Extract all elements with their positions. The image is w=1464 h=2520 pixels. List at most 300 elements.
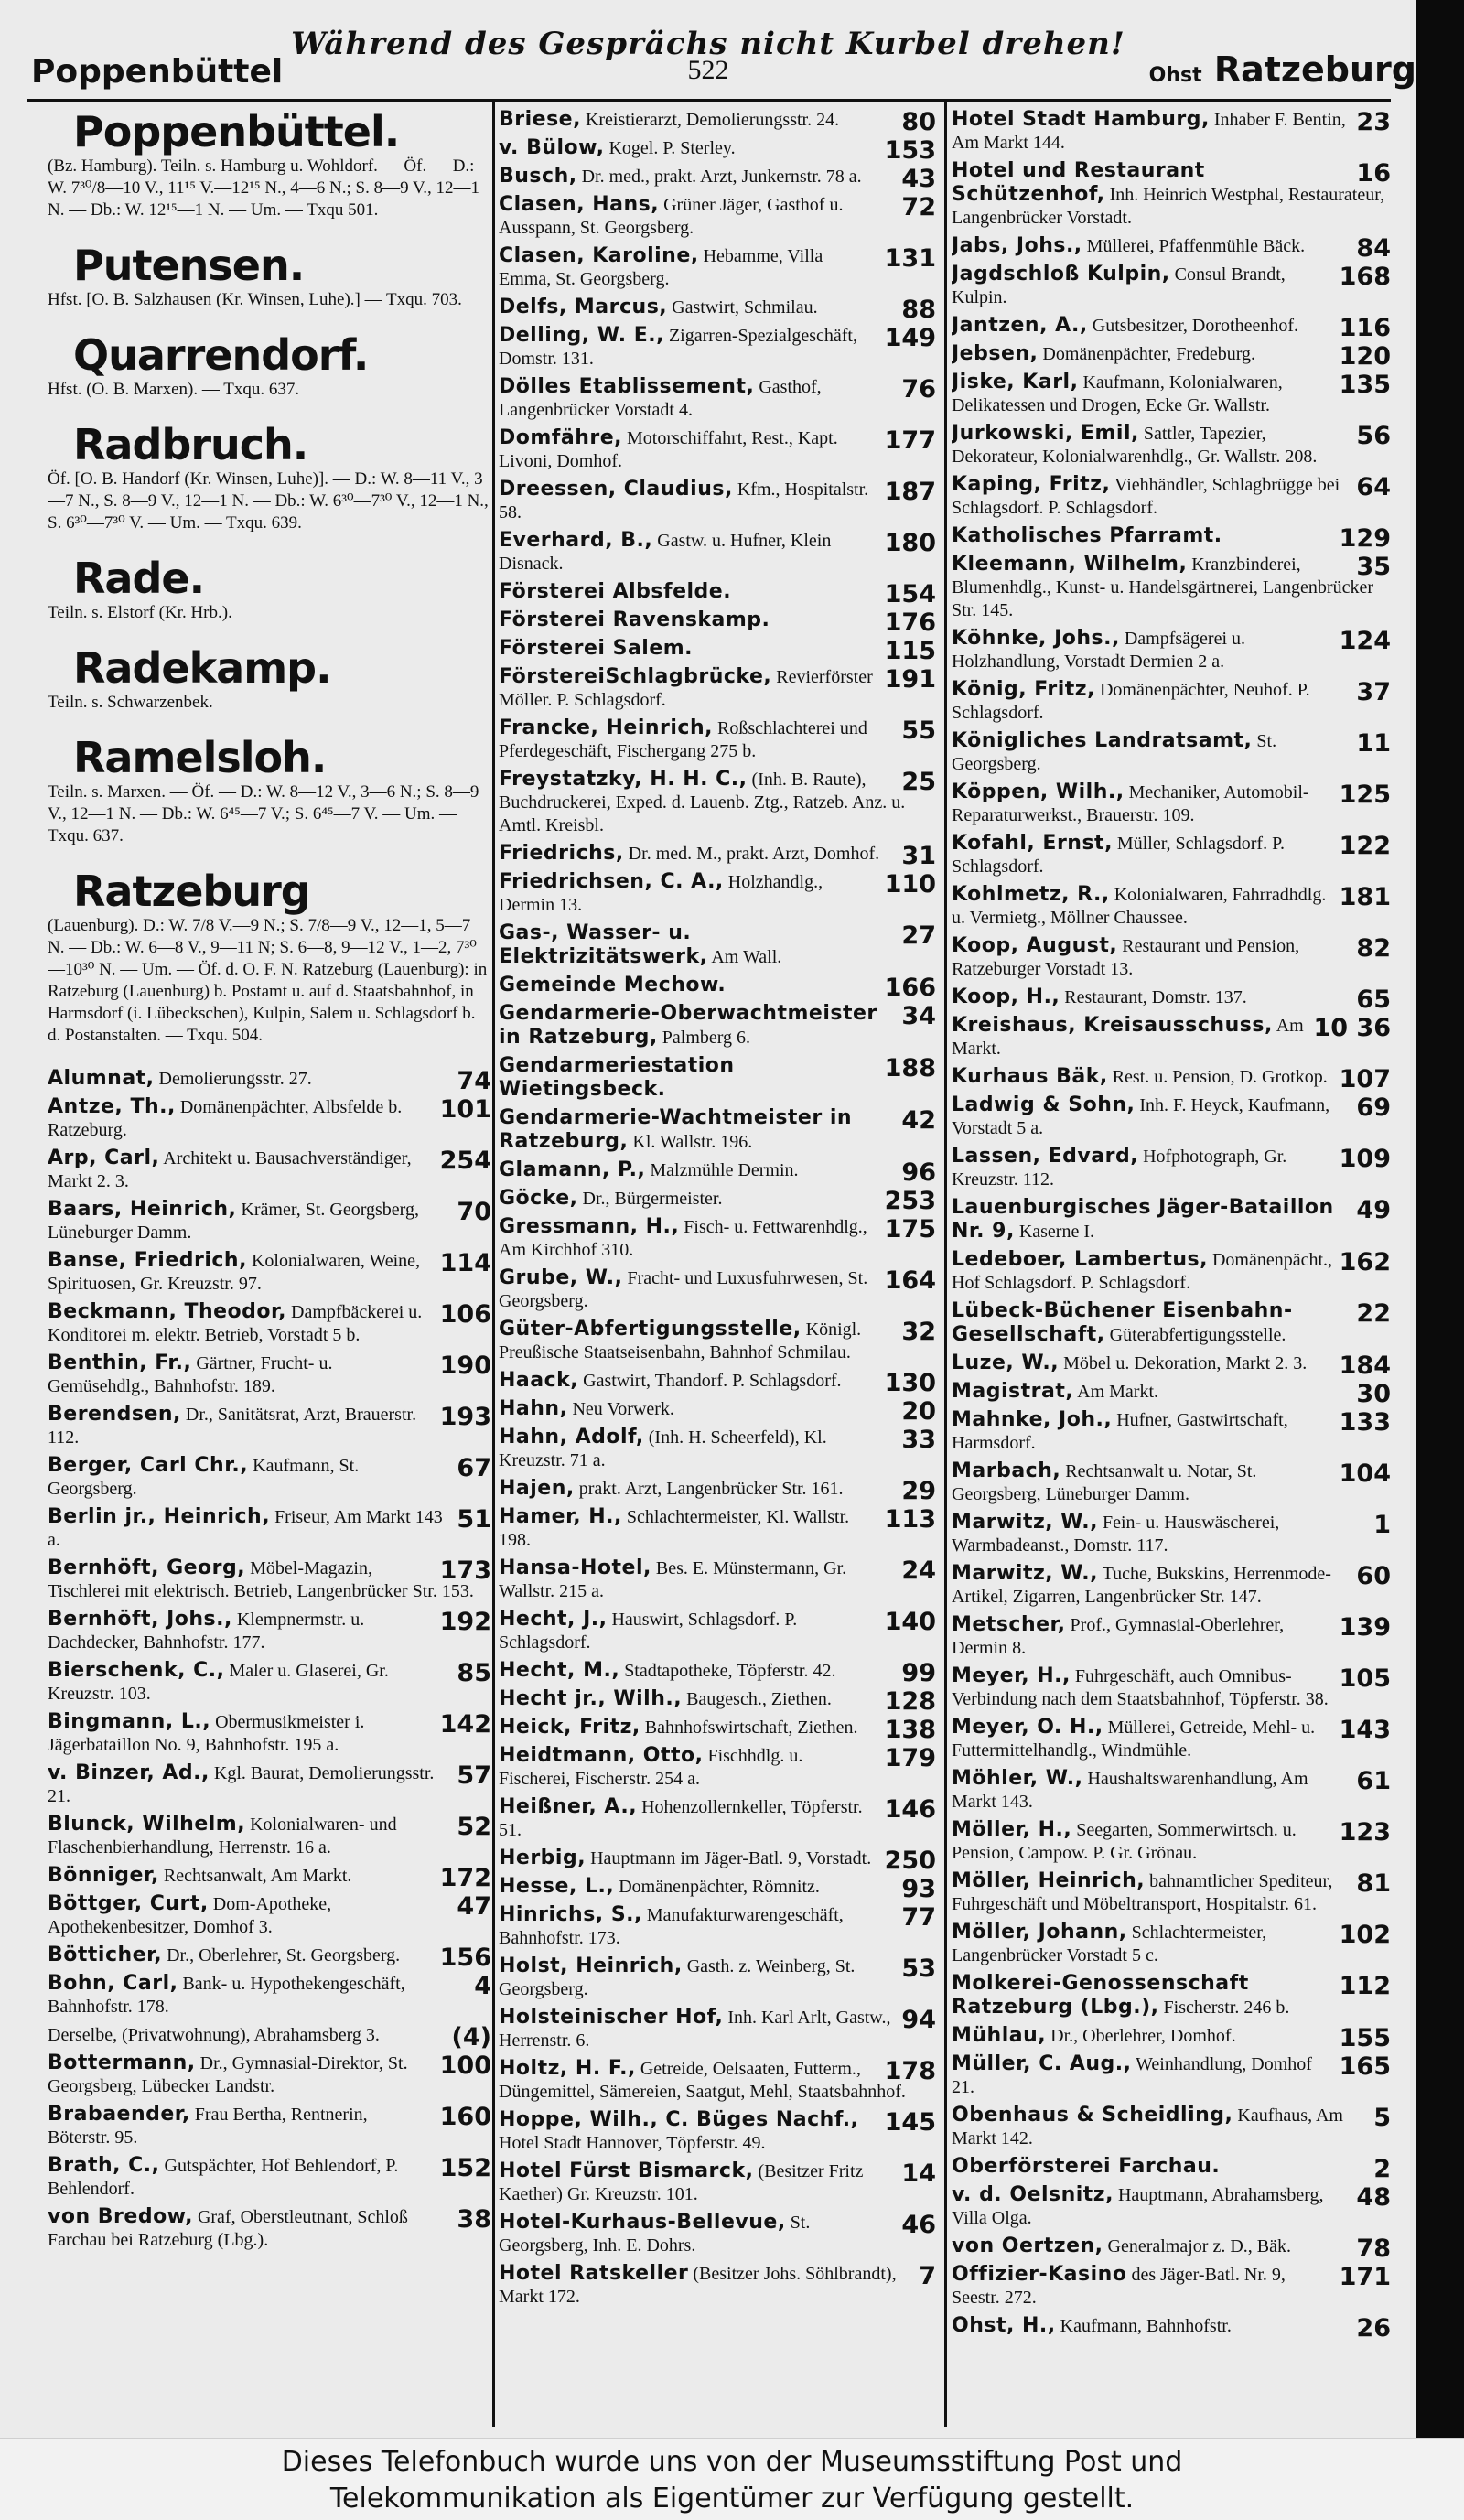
directory-entry <box>48 1300 491 1347</box>
subscriber-name: Möller, H., <box>952 1818 1072 1841</box>
phone-number: 191 <box>884 665 936 694</box>
subscriber-details: Krämer, St. Georgsberg, Lüneburger Damm. <box>48 1200 419 1243</box>
subscriber-details: Inhaber F. Bentin, Am Markt 144. <box>952 110 1346 153</box>
subscriber-details: Domänenpächter, Römnitz. <box>619 1877 820 1897</box>
subscriber-name: Glamann, P., <box>499 1158 646 1181</box>
directory-entry <box>499 716 936 763</box>
subscriber-name: Holtz, H. F., <box>499 2057 636 2080</box>
subscriber-name: v. Binzer, Ad., <box>48 1761 210 1784</box>
phone-number: 110 <box>884 870 936 899</box>
phone-number: 145 <box>884 2108 936 2137</box>
directory-entry <box>48 2205 491 2252</box>
place-list <box>48 108 491 1047</box>
phone-number: 47 <box>457 1892 491 1921</box>
subscriber-name: Jantzen, A., <box>952 314 1088 337</box>
phone-number: 116 <box>1339 314 1391 342</box>
directory-entry <box>499 296 936 324</box>
subscriber-name: Alumnat, <box>48 1067 155 1090</box>
phone-number: 171 <box>1339 2263 1391 2291</box>
subscriber-details: Kaufmann, Bahnhofstr. <box>1060 2316 1232 2336</box>
subscriber-details: Generalmajor z. D., Bäk. <box>1107 2236 1291 2256</box>
directory-entry <box>952 2235 1391 2263</box>
subscriber-name: Hahn, Adolf, <box>499 1426 644 1448</box>
place-block <box>48 555 491 624</box>
directory-entry <box>952 108 1391 155</box>
subscriber-details: Bank- u. Hypothekengeschäft, Bahnhofstr. 178. <box>48 1974 405 2017</box>
phone-number: 34 <box>901 1002 936 1030</box>
subscriber-name: Holsteinischer Hof, <box>499 2006 724 2029</box>
place-info: Teiln. s. Marxen. — Öf. — D.: W. 8—12 V., 3—6 N.; S. 8—9 V., 12—1 N. — Db.: W. 6⁴⁵—7 V.; S. 6⁴⁵—7 V. — Um. — Txqu. 637. <box>48 782 479 845</box>
phone-number: 81 <box>1356 1869 1391 1898</box>
subscriber-details: Palmberg 6. <box>662 1028 751 1048</box>
place-name: Radbruch. <box>73 420 308 469</box>
subscriber-details: Güterabfertigungsstelle. <box>1109 1325 1286 1345</box>
directory-entry <box>499 974 936 1002</box>
place-block <box>48 734 491 847</box>
directory-entry <box>499 1054 936 1102</box>
entry-list <box>499 108 936 2309</box>
subscriber-name: Beckmann, Theodor, <box>48 1300 287 1323</box>
directory-entry <box>48 1972 491 2019</box>
subscriber-name: Meyer, O. H., <box>952 1716 1103 1739</box>
column-3 <box>952 108 1391 2427</box>
subscriber-details: Dr., Sanitätsrat, Arzt, Brauerstr. 112. <box>48 1405 417 1448</box>
subscriber-details: Haushaltswarenhandlung, Am Markt 143. <box>952 1769 1308 1812</box>
phone-number: 46 <box>901 2211 936 2239</box>
subscriber-details: Kreistierarzt, Demolierungsstr. 24. <box>585 110 840 130</box>
directory-entry <box>499 324 936 371</box>
subscriber-name: Försterei Salem. <box>499 637 694 660</box>
subscriber-name: Herbig, <box>499 1847 587 1869</box>
directory-entry <box>499 1847 936 1875</box>
subscriber-details: Klempnermstr. u. Dachdecker, Bahnhofstr. 177. <box>48 1610 365 1653</box>
phone-number: 57 <box>457 1761 491 1790</box>
directory-entry <box>499 1477 936 1505</box>
phone-number: 23 <box>1356 108 1391 136</box>
phone-number: 131 <box>884 244 936 273</box>
subscriber-name: Berlin jr., Heinrich, <box>48 1505 271 1528</box>
phone-number: 94 <box>901 2006 936 2034</box>
subscriber-details: Möbel-Magazin, Tischlerei mit elektrisch. Betrieb, Langenbrücker Str. 153. <box>48 1558 474 1601</box>
place-block <box>48 108 491 221</box>
subscriber-name: Hotel Fürst Bismarck, <box>499 2159 754 2182</box>
place-block <box>48 644 491 714</box>
phone-number: 115 <box>884 637 936 665</box>
subscriber-details: Müllerei, Getreide, Mehl- u. Futtermittelhandlg., Windmühle. <box>952 1718 1316 1761</box>
subscriber-details: Hauptmann im Jäger-Batl. 9, Vorstadt. <box>590 1848 872 1868</box>
directory-entry <box>952 627 1391 673</box>
subscriber-details: Revierförster Möller. P. Schlagsdorf. <box>499 667 873 710</box>
phone-number: 254 <box>439 1147 491 1175</box>
subscriber-details: Dr. med. M., prakt. Arzt, Domhof. <box>628 844 880 864</box>
phone-number: 179 <box>884 1744 936 1772</box>
subscriber-details: Rechtsanwalt u. Notar, St. Georgsberg, Lüneburger Damm. <box>952 1461 1257 1504</box>
subscriber-name: Koop, August, <box>952 934 1118 957</box>
phone-number: 20 <box>901 1397 936 1426</box>
subscriber-details: Domänenpächt., Hof Schlagsdorf. P. Schlagsdorf. <box>952 1250 1333 1293</box>
subscriber-name: Hecht jr., Wilh., <box>499 1687 683 1710</box>
subscriber-name: Jagdschloß Kulpin, <box>952 263 1170 285</box>
subscriber-name: Hotel und Restaurant Schützenhof, <box>952 159 1205 206</box>
subscriber-name: Jebsen, <box>952 342 1039 365</box>
subscriber-name: Francke, Heinrich, <box>499 716 713 739</box>
subscriber-name: Hamer, H., <box>499 1505 622 1528</box>
subscriber-name: Bönniger, <box>48 1864 159 1887</box>
subscriber-details: Gärtner, Frucht- u. Gemüsehdlg., Bahnhofstr. 189. <box>48 1353 333 1396</box>
directory-entry <box>48 1067 491 1095</box>
directory-entry <box>499 665 936 712</box>
phone-number: 10 36 <box>1313 1014 1391 1042</box>
subscriber-details: Hofphotograph, Gr. Kreuzstr. 112. <box>952 1147 1287 1190</box>
subscriber-name: Gas-, Wasser- u. Elektrizitätswerk, <box>499 921 708 968</box>
directory-entry <box>499 136 936 165</box>
directory-entry <box>952 553 1391 622</box>
subscriber-name: Dölles Etablissement, <box>499 375 755 398</box>
footer-notice <box>0 2438 1464 2520</box>
subscriber-details: Restaurant und Pension, Ratzeburger Vorstadt 13. <box>952 936 1300 979</box>
subscriber-details: des Jäger-Batl. Nr. 9, Seestr. 272. <box>952 2265 1286 2308</box>
subscriber-name: Möller, Johann, <box>952 1921 1127 1944</box>
subscriber-details: Domänenpächter, Albsfelde b. Ratzeburg. <box>48 1097 403 1140</box>
subscriber-details: Inh. Heinrich Westphal, Restaurateur, Langenbrücker Vorstadt. <box>952 185 1385 228</box>
subscriber-name: Hajen, <box>499 1477 575 1500</box>
phone-number: 51 <box>457 1505 491 1534</box>
column-divider <box>944 102 947 2427</box>
directory-entry <box>499 1716 936 1744</box>
phone-number: 5 <box>1373 2104 1391 2132</box>
subscriber-details: Gasthof, Langenbrücker Vorstadt 4. <box>499 377 822 420</box>
directory-entry <box>952 2104 1391 2150</box>
subscriber-details: Dampfbäckerei u. Konditorei m. elektr. Betrieb, Vorstadt 5 b. <box>48 1302 423 1345</box>
phone-number: 173 <box>439 1556 491 1585</box>
subscriber-name: Marwitz, W., <box>952 1562 1098 1585</box>
subscriber-details: Weinhandlung, Domhof 21. <box>952 2054 1312 2097</box>
subscriber-name: Baars, Heinrich, <box>48 1198 237 1221</box>
subscriber-name: Kreishaus, Kreisausschuss, <box>952 1014 1273 1037</box>
directory-entry <box>952 159 1391 230</box>
subscriber-details: Königl. Preußische Staatseisenbahn, Bahnhof Schmilau. <box>499 1319 862 1362</box>
place-name: Ratzeburg <box>73 867 310 916</box>
phone-number: 77 <box>901 1903 936 1932</box>
phone-number: 133 <box>1339 1408 1391 1437</box>
subscriber-name: Molkerei-Genossenschaft Ratzeburg (Lbg.), <box>952 1972 1249 2019</box>
subscriber-details: Dr., Bürgermeister. <box>582 1189 723 1209</box>
subscriber-name: Mühlau, <box>952 2024 1047 2047</box>
phone-number: 74 <box>457 1067 491 1095</box>
subscriber-name: Marwitz, W., <box>952 1511 1098 1534</box>
phone-number: 154 <box>884 580 936 608</box>
directory-entry <box>499 2159 936 2206</box>
subscriber-name: Freystatzky, H. H. C., <box>499 768 748 791</box>
subscriber-details: Fuhrgeschäft, auch Omnibus-Verbindung nach dem Staatsbahnhof, Töpferstr. 38. <box>952 1666 1329 1709</box>
subscriber-details: Kogel. P. Sterley. <box>608 138 736 158</box>
place-block <box>48 331 491 401</box>
directory-entry <box>48 1944 491 1972</box>
phone-number: 82 <box>1356 934 1391 963</box>
entry-list <box>48 1067 491 2252</box>
subscriber-name: König, Fritz, <box>952 678 1095 701</box>
subscriber-details: Bes. E. Münstermann, Gr. Wallstr. 215 a. <box>499 1558 847 1601</box>
place-block <box>48 867 491 1047</box>
directory-entry <box>48 1095 491 1142</box>
directory-entry <box>499 842 936 870</box>
phone-number: 2 <box>1373 2155 1391 2183</box>
subscriber-name: Bernhöft, Georg, <box>48 1556 246 1579</box>
subscriber-name: Friedrichs, <box>499 842 624 865</box>
directory-entry <box>499 244 936 291</box>
directory-entry <box>499 1744 936 1791</box>
directory-entry <box>952 883 1391 930</box>
subscriber-name: Meyer, H., <box>952 1664 1071 1687</box>
subscriber-details: Bahnhofswirtschaft, Ziethen. <box>644 1718 858 1738</box>
directory-entry <box>48 1864 491 1892</box>
subscriber-name: Hecht, M., <box>499 1659 620 1682</box>
place-info: Hfst. (O. B. Marxen). — Txqu. 637. <box>48 380 300 399</box>
directory-entry <box>499 478 936 524</box>
directory-entry <box>48 1454 491 1501</box>
subscriber-details: Gutsbesitzer, Dorotheenhof. <box>1092 316 1299 336</box>
phone-number: 114 <box>439 1249 491 1277</box>
subscriber-name: Friedrichsen, C. A., <box>499 870 724 893</box>
directory-entry <box>952 1511 1391 1557</box>
subscriber-details: Inh. Karl Arlt, Gastw., Herrenstr. 6. <box>499 2008 891 2051</box>
phone-number: 11 <box>1356 729 1391 758</box>
subscriber-details: (Besitzer Fritz Kaether) Gr. Kreuzstr. 101. <box>499 2161 864 2204</box>
subscriber-name: Kohlmetz, R., <box>952 883 1110 906</box>
subscriber-details: Müller, Schlagsdorf. P. Schlagsdorf. <box>952 834 1285 877</box>
phone-number: 149 <box>884 324 936 352</box>
subscriber-details: Kolonialwaren- und Flaschenbierhandlung, Herrenstr. 16 a. <box>48 1815 397 1858</box>
subscriber-name: Grube, W., <box>499 1266 623 1289</box>
phone-number: 107 <box>1339 1065 1391 1093</box>
column-2 <box>499 108 936 2427</box>
subscriber-details: Kaufmann, Kolonialwaren, Delikatessen und Drogen, Ecke Gr. Wallstr. <box>952 372 1283 415</box>
phone-number: 32 <box>901 1318 936 1346</box>
subscriber-name: Banse, Friedrich, <box>48 1249 247 1272</box>
subscriber-details: Zigarren-Spezialgeschäft, Domstr. 131. <box>499 326 857 369</box>
subscriber-name: Jiske, Karl, <box>952 371 1079 393</box>
subscriber-details: Holzhandlg., Dermin 13. <box>499 872 824 915</box>
phone-number: 93 <box>901 1875 936 1903</box>
running-head-right-small: Ohst <box>1148 64 1202 87</box>
subscriber-name: Hesse, L., <box>499 1875 615 1898</box>
subscriber-details: Kl. Wallstr. 196. <box>632 1132 753 1152</box>
phone-number: 146 <box>884 1795 936 1824</box>
subscriber-name: Müller, C. Aug., <box>952 2052 1132 2075</box>
directory-entry <box>952 422 1391 468</box>
directory-entry <box>48 2154 491 2201</box>
directory-entry <box>48 1403 491 1449</box>
directory-entry <box>952 1716 1391 1762</box>
subscriber-name: v. d. Oelsnitz, <box>952 2183 1114 2206</box>
phone-number: 78 <box>1356 2235 1391 2263</box>
subscriber-name: Hoppe, Wilh., C. Büges Nachf., <box>499 2108 859 2131</box>
directory-entry <box>499 108 936 136</box>
entry-list <box>952 108 1391 2342</box>
subscriber-name: Kleemann, Wilhelm, <box>952 553 1188 576</box>
subscriber-name: Brath, C., <box>48 2154 160 2177</box>
place-block <box>48 242 491 311</box>
subscriber-details: Consul Brandt, Kulpin. <box>952 264 1286 307</box>
running-head-right <box>1149 49 1416 90</box>
place-name: Ramelsloh. <box>73 733 327 782</box>
subscriber-details: Kgl. Baurat, Demolierungsstr. 21. <box>48 1763 435 1806</box>
subscriber-details: Kolonialwaren, Fahrradhdlg. u. Vermietg., Möllner Chaussee. <box>952 885 1327 928</box>
directory-entry <box>952 1065 1391 1093</box>
directory-entry <box>48 2052 491 2098</box>
phone-number: 188 <box>884 1054 936 1082</box>
phone-number: 155 <box>1339 2024 1391 2052</box>
directory-entry <box>952 1408 1391 1455</box>
phone-number: 164 <box>884 1266 936 1295</box>
directory-entry <box>952 1196 1391 1244</box>
subscriber-details: Mechaniker, Automobil-Reparaturwerkst., Brauerstr. 109. <box>952 782 1309 825</box>
subscriber-name: Clasen, Karoline, <box>499 244 699 267</box>
subscriber-name: Kofahl, Ernst, <box>952 832 1113 855</box>
phone-number: 112 <box>1339 1972 1391 2000</box>
subscriber-details: Motorschiffahrt, Rest., Kapt. Livoni, Domhof. <box>499 428 838 471</box>
subscriber-name: Benthin, Fr., <box>48 1352 192 1374</box>
subscriber-details: Schlachtermeister, Kl. Wallstr. 198. <box>499 1507 850 1550</box>
phone-number: 175 <box>884 1215 936 1244</box>
directory-entry <box>952 2155 1391 2183</box>
subscriber-details: Neu Vorwerk. <box>572 1399 674 1419</box>
directory-entry <box>499 375 936 422</box>
phone-number: 124 <box>1339 627 1391 655</box>
subscriber-details: Tuche, Bukskins, Herrenmode-Artikel, Zigarren, Langenbrücker Str. 147. <box>952 1564 1331 1607</box>
phone-number: 30 <box>1356 1380 1391 1408</box>
phone-number: 60 <box>1356 1562 1391 1590</box>
directory-entry <box>952 1093 1391 1140</box>
directory-entry <box>499 637 936 665</box>
subscriber-details: Hufner, Gastwirtschaft, Harmsdorf. <box>952 1410 1288 1453</box>
phone-number: 24 <box>901 1556 936 1585</box>
subscriber-name: Magistrat, <box>952 1380 1074 1403</box>
subscriber-name: Gendarmeriestation Wietingsbeck. <box>499 1054 735 1101</box>
directory-entry <box>952 985 1391 1014</box>
phone-number: 138 <box>884 1716 936 1744</box>
directory-entry <box>499 1318 936 1364</box>
subscriber-details: Hebamme, Villa Emma, St. Georgsberg. <box>499 246 824 289</box>
subscriber-name: Jabs, Johs., <box>952 234 1082 257</box>
directory-entry <box>952 263 1391 309</box>
subscriber-details: Dom-Apotheke, Apothekenbesitzer, Domhof 3. <box>48 1894 332 1937</box>
subscriber-name: Möhler, W., <box>952 1767 1083 1790</box>
phone-number: 26 <box>1356 2314 1391 2342</box>
place-info: (Bz. Hamburg). Teiln. s. Hamburg u. Wohldorf. — Öf. — D.: W. 7³⁰/8—10 V., 11¹⁵ V.—12¹⁵ N., 4—6 N.; S. 8—9 V., 12—1 N. — Db.: W. 12¹⁵—1 N. — Um. — Txqu 501. <box>48 156 480 220</box>
directory-entry <box>499 193 936 240</box>
subscriber-name: Kaping, Fritz, <box>952 473 1111 496</box>
subscriber-name: Hecht, J., <box>499 1608 608 1631</box>
directory-entry <box>952 729 1391 776</box>
subscriber-name: v. Bülow, <box>499 136 605 159</box>
subscriber-details: Kaufhaus, Am Markt 142. <box>952 2105 1343 2148</box>
subscriber-name: Ohst, H., <box>952 2314 1056 2337</box>
phone-number: 192 <box>439 1608 491 1636</box>
directory-entry <box>499 426 936 473</box>
subscriber-details: Dr., Oberlehrer, St. Georgsberg. <box>167 1945 401 1965</box>
subscriber-details: Viehhändler, Schlagbrügge bei Schlagsdorf. P. Schlagsdorf. <box>952 475 1340 518</box>
phone-number: 109 <box>1339 1145 1391 1173</box>
phone-number: 1 <box>1373 1511 1391 1539</box>
subscriber-details: Derselbe, (Privatwohnung), Abrahamsberg 3. <box>48 2025 380 2045</box>
subscriber-details: prakt. Arzt, Langenbrücker Str. 161. <box>578 1479 844 1499</box>
phone-number: 176 <box>884 608 936 637</box>
directory-entry <box>48 1710 491 1757</box>
directory-entry <box>952 678 1391 725</box>
subscriber-name: Delfs, Marcus, <box>499 296 668 318</box>
directory-entry <box>499 2262 936 2309</box>
subscriber-name: Bottermann, <box>48 2052 196 2074</box>
directory-entry <box>952 1380 1391 1408</box>
subscriber-details: Hohenzollernkeller, Töpferstr. 51. <box>499 1797 863 1840</box>
directory-entry <box>499 1659 936 1687</box>
phone-number: 106 <box>439 1300 491 1329</box>
directory-entry <box>499 1158 936 1187</box>
directory-entry <box>952 1299 1391 1347</box>
subscriber-name: Gendarmerie-Oberwachtmeister in Ratzeburg, <box>499 1002 877 1049</box>
subscriber-details: Baugesch., Ziethen. <box>686 1689 832 1709</box>
phone-number: 38 <box>457 2205 491 2234</box>
directory-entry <box>952 781 1391 827</box>
directory-entry <box>499 1608 936 1654</box>
subscriber-details: Inh. F. Heyck, Kaufmann, Vorstadt 5 a. <box>952 1095 1330 1138</box>
subscriber-name: Kurhaus Bäk, <box>952 1065 1108 1088</box>
phone-number: 53 <box>901 1955 936 1983</box>
phone-number: 120 <box>1339 342 1391 371</box>
subscriber-name: Königliches Landratsamt, <box>952 729 1253 752</box>
phone-number: 105 <box>1339 1664 1391 1693</box>
subscriber-details: Rest. u. Pension, D. Grotkop. <box>1112 1067 1328 1087</box>
subscriber-name: Gendarmerie-Wachtmeister in Ratzeburg, <box>499 1106 853 1153</box>
subscriber-name: von Oertzen, <box>952 2235 1103 2257</box>
directory-entry <box>48 1892 491 1939</box>
subscriber-details: Fisch- u. Fettwarenhdlg., Am Kirchhof 310. <box>499 1217 867 1260</box>
directory-entry <box>48 2103 491 2149</box>
place-info: Hfst. [O. B. Salzhausen (Kr. Winsen, Luhe).] — Txqu. 703. <box>48 290 462 309</box>
subscriber-name: Bohn, Carl, <box>48 1972 178 1995</box>
place-block <box>48 421 491 534</box>
directory-entry <box>952 832 1391 878</box>
directory-entry <box>48 1198 491 1244</box>
subscriber-details: Fischerstr. 246 b. <box>1163 1998 1290 2018</box>
phone-number: 152 <box>439 2154 491 2182</box>
subscriber-name: Berendsen, <box>48 1403 181 1426</box>
subscriber-name: Göcke, <box>499 1187 578 1210</box>
phone-number: 168 <box>1339 263 1391 291</box>
phone-number: 14 <box>901 2159 936 2188</box>
directory-entry <box>499 2211 936 2257</box>
phone-number: 85 <box>457 1659 491 1687</box>
subscriber-details: Hotel Stadt Hannover, Töpferstr. 49. <box>499 2133 766 2153</box>
phone-number: 172 <box>439 1864 491 1892</box>
subscriber-name: Hansa-Hotel, <box>499 1556 651 1579</box>
subscriber-details: Sattler, Tapezier, Dekorateur, Kolonialwarenhdlg., Gr. Wallstr. 208. <box>952 424 1318 467</box>
subscriber-details: Maler u. Glaserei, Gr. Kreuzstr. 103. <box>48 1661 389 1704</box>
phone-number: 25 <box>901 768 936 796</box>
phone-number: 181 <box>1339 883 1391 911</box>
subscriber-details: Gasth. z. Weinberg, St. Georgsberg. <box>499 1956 856 1999</box>
phone-number: 187 <box>884 478 936 506</box>
subscriber-details: Fracht- und Luxusfuhrwesen, St. Georgsberg. <box>499 1268 868 1311</box>
phone-number: 48 <box>1356 2183 1391 2212</box>
phone-number: 7 <box>919 2262 936 2290</box>
phone-number: 177 <box>884 426 936 455</box>
phone-number: 27 <box>901 921 936 950</box>
subscriber-details: (Besitzer Johs. Söhlbrandt), Markt 172. <box>499 2264 897 2307</box>
directory-entry <box>952 1562 1391 1609</box>
subscriber-details: Domänenpächter, Fredeburg. <box>1042 344 1256 364</box>
